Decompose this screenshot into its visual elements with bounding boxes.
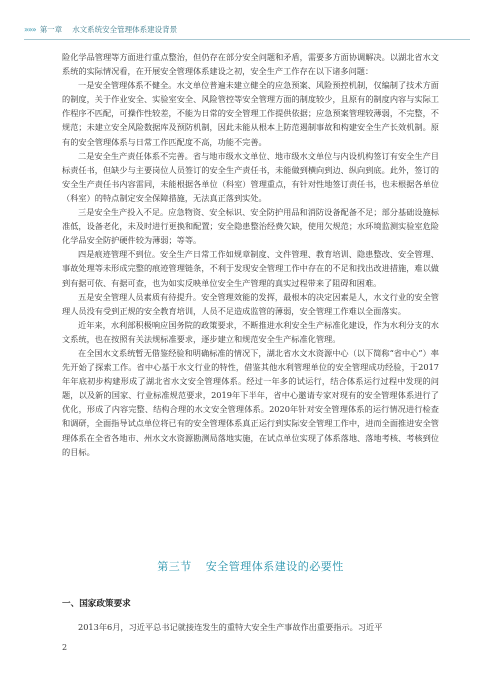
section-number: 第三节 [157,560,192,573]
paragraph: 三是安全生产投入不足。应急物资、安全标识、安全防护用品和消防设备配备不足；部分基础设施标准低，设备老化，未及时进行更换和配置；安全隐患整治经费欠缺，使用欠规范；水环境监测实验室危险化学品安全防护硬件较为薄弱；等等。 [62,207,439,246]
paragraph: 在全国水文系统暂无借鉴经验和明确标准的情况下，湖北省水文水资源中心（以下简称“省中心”）率先开始了探索工作。省中心基于水文行业的特性，借鉴其他水利管理单位的安全管理成功经验，于2017年年底初步构建形成了湖北省水文安全管理体系。经过一年多的试运行，结合体系运行过程中发现的问题，以及新的国家、行业标准规范要求，2019年下半年，省中心邀请专家对现有的安全管理体系进行了优化，形成了内容完整、结构合理的水文安全管理体系。2020年针对安全管理体系的运行情况进行检查和调研，全面指导试点单位将已有的安全管理体系真正运行到实际安全管理工作中，进而全面推进安全管理体系在全省各地市、州水文水资源勘测局落地实施，在试点单位实现了体系落地、落地考核、考核到位的目标。 [62,347,439,457]
header-arrows-icon: »»» [24,25,36,34]
chapter-title: 水文系统安全管理体系建设背景 [72,25,178,34]
header-divider [24,39,470,40]
subsection-heading: 一、国家政策要求 [62,599,131,609]
chapter-label: 第一章 [39,25,63,34]
running-header [24,24,470,35]
paragraph: 二是安全生产责任体系不完善。省与地市级水文单位、地市级水文单位与内设机构签订有安全生产目标责任书，但缺少与主要岗位人员签订的安全生产责任书，未能做到横向到边、纵向到底。此外，签订的安全生产责任书内容雷同，未能根据各单位（科室）管理重点，有针对性地签订责任书，也未根据各单位（科室）的特点制定安全保障措施，无法真正落到实处。 [62,150,439,203]
section-title: 安全管理体系建设的必要性 [205,560,344,573]
paragraph: 2013年6月，习近平总书记就接连发生的重特大安全生产事故作出重要指示。习近平 [78,622,383,632]
paragraph: 险化学品管理等方面进行重点整治，但仍存在部分安全问题和矛盾，需要多方面协调解决。以湖北省水文系统的实际情况看，在开展安全管理体系建设之初，安全生产工作存在以下诸多问题： [62,52,439,77]
paragraph: 四是痕迹管理不到位。安全生产日常工作如规章制度、文件管理、教育培训、隐患整改、安全管理、事故处理等未形成完整的痕迹管理链条，不利于发现安全管理工作中存在的不足和找出改进措施，难以做到有据可依、有据可查，也为如实反映单位安全生产管理的真实过程带来了阻碍和困难。 [62,249,439,288]
page-number: 2 [62,643,68,652]
paragraph: 一是安全管理体系不健全。水文单位普遍未建立健全的应急预案、风险预控机制，仅编制了技术方面的制度，关于作业安全、实验室安全、风险管控等安全管理方面的制度较少，且原有的制度内容与实际工作程序不匹配，可操作性较差，不能为日常的安全管理工作提供依据；应急预案管理较薄弱，不完整，不规范；未建立安全风险数据库及预防机制，因此未能从根本上防范遏制事故和构建安全生产长效机制。原有的安全管理体系与日常工作匹配度不高，功能不完善。 [62,80,439,147]
paragraph: 五是安全管理人员素质有待提升。安全管理效能的发挥，最根本的决定因素是人，水文行业的安全管理人员没有受到正规的安全教育培训，人员不足造成监管的薄弱，安全管理工作难以全面落实。 [62,291,439,316]
section-heading [62,558,439,574]
body-text [62,50,439,459]
paragraph: 近年来，水利部积极响应国务院的政策要求，不断推进水利安全生产标准化建设，作为水利分支的水文系统，也在按照有关法规标准要求，逐步建立和规范安全生产标准化管理。 [62,319,439,344]
